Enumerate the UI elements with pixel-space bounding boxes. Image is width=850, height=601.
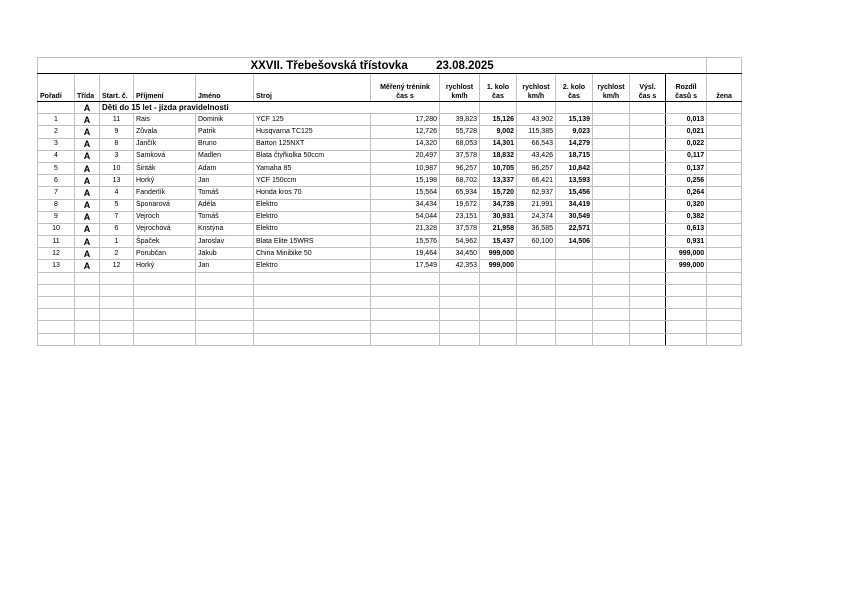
table-row <box>38 223 742 235</box>
training-time-cell: 15,576 <box>371 236 440 248</box>
lap-2-time-cell: 15,456 <box>556 187 593 199</box>
class-cell: A <box>75 211 100 223</box>
start-number-cell: 12 <box>100 260 134 272</box>
col-header-prijmeni: Příjmení <box>134 74 196 102</box>
lap-1-time-cell: 15,720 <box>480 187 517 199</box>
machine-cell: YCF 125 <box>254 114 371 126</box>
lap-2-time-cell: 9,023 <box>556 126 593 138</box>
speed-3-cell <box>593 248 630 260</box>
class-cell: A <box>75 260 100 272</box>
speed-2-cell: 115,385 <box>517 126 556 138</box>
col-header-rychlost-1: rychlost km/h <box>440 74 480 102</box>
speed-3-cell <box>593 260 630 272</box>
speed-3-cell <box>593 236 630 248</box>
result-time-cell <box>630 126 666 138</box>
col-header-rozdil: Rozdíl časů s <box>666 74 707 102</box>
speed-3-cell <box>593 187 630 199</box>
empty-row <box>38 333 742 345</box>
woman-cell <box>707 211 742 223</box>
class-cell: A <box>75 236 100 248</box>
speed-3-cell <box>593 175 630 187</box>
speed-3-cell <box>593 162 630 174</box>
training-time-cell: 10,987 <box>371 162 440 174</box>
col-header-stroj: Stroj <box>254 74 371 102</box>
rank-cell: 11 <box>38 236 75 248</box>
difference-cell: 0,117 <box>666 150 707 162</box>
lap-1-time-cell: 18,832 <box>480 150 517 162</box>
start-number-cell: 6 <box>100 223 134 235</box>
result-time-cell <box>630 150 666 162</box>
surname-cell: Šinták <box>134 162 196 174</box>
training-time-cell: 17,280 <box>371 114 440 126</box>
machine-cell: Honda kros 70 <box>254 187 371 199</box>
speed-2-cell: 43,426 <box>517 150 556 162</box>
rank-cell: 9 <box>38 211 75 223</box>
speed-3-cell <box>593 223 630 235</box>
lap-2-time-cell: 14,279 <box>556 138 593 150</box>
speed-1-cell: 37,578 <box>440 223 480 235</box>
start-number-cell: 13 <box>100 175 134 187</box>
table-row <box>38 248 742 260</box>
table-row <box>38 199 742 211</box>
col-header-trenink: Měřený trénink čas s <box>371 74 440 102</box>
class-cell: A <box>75 114 100 126</box>
class-cell: A <box>75 187 100 199</box>
speed-2-cell: 24,374 <box>517 211 556 223</box>
first-name-cell: Jan <box>196 175 254 187</box>
speed-1-cell: 55,728 <box>440 126 480 138</box>
speed-2-cell: 62,937 <box>517 187 556 199</box>
empty-row <box>38 309 742 321</box>
result-time-cell <box>630 211 666 223</box>
col-header-vysledny-cas: Výsl. čas s <box>630 74 666 102</box>
lap-1-time-cell: 999,000 <box>480 260 517 272</box>
difference-cell: 999,000 <box>666 260 707 272</box>
difference-cell: 0,264 <box>666 187 707 199</box>
class-cell: A <box>75 150 100 162</box>
first-name-cell: Dominik <box>196 114 254 126</box>
empty-row <box>38 321 742 333</box>
table-row <box>38 175 742 187</box>
speed-3-cell <box>593 199 630 211</box>
machine-cell: Barton 125NXT <box>254 138 371 150</box>
class-cell: A <box>75 138 100 150</box>
speed-1-cell: 34,450 <box>440 248 480 260</box>
table-row <box>38 260 742 272</box>
first-name-cell: Tomáš <box>196 187 254 199</box>
lap-2-time-cell: 14,506 <box>556 236 593 248</box>
rank-cell: 8 <box>38 199 75 211</box>
training-time-cell: 15,564 <box>371 187 440 199</box>
machine-cell: Yamaha 85 <box>254 162 371 174</box>
lap-1-time-cell: 15,126 <box>480 114 517 126</box>
result-time-cell <box>630 114 666 126</box>
surname-cell: Samková <box>134 150 196 162</box>
lap-2-time-cell: 18,715 <box>556 150 593 162</box>
surname-cell: Jančík <box>134 138 196 150</box>
lap-1-time-cell: 14,301 <box>480 138 517 150</box>
speed-2-cell: 36,585 <box>517 223 556 235</box>
start-number-cell: 11 <box>100 114 134 126</box>
woman-cell <box>707 223 742 235</box>
lap-2-time-cell: 13,593 <box>556 175 593 187</box>
start-number-cell: 5 <box>100 199 134 211</box>
first-name-cell: Jakub <box>196 248 254 260</box>
difference-cell: 0,022 <box>666 138 707 150</box>
speed-3-cell <box>593 138 630 150</box>
difference-cell: 0,320 <box>666 199 707 211</box>
result-time-cell <box>630 162 666 174</box>
table-row <box>38 150 742 162</box>
event-name: XXVII. Třebešovská třístovka <box>250 59 408 72</box>
start-number-cell: 2 <box>100 248 134 260</box>
training-time-cell: 17,549 <box>371 260 440 272</box>
woman-cell <box>707 114 742 126</box>
speed-2-cell <box>517 248 556 260</box>
machine-cell: Elektro <box>254 199 371 211</box>
header-row <box>38 74 742 102</box>
surname-cell: Špaček <box>134 236 196 248</box>
machine-cell: Elektro <box>254 211 371 223</box>
machine-cell: China Minibike 50 <box>254 248 371 260</box>
difference-cell: 0,613 <box>666 223 707 235</box>
surname-cell: Rais <box>134 114 196 126</box>
event-date: 23.08.2025 <box>436 59 494 72</box>
woman-cell <box>707 260 742 272</box>
training-time-cell: 21,328 <box>371 223 440 235</box>
surname-cell: Horký <box>134 260 196 272</box>
lap-1-time-cell: 9,002 <box>480 126 517 138</box>
col-header-rychlost-3: rychlost km/h <box>593 74 630 102</box>
title-row <box>38 58 742 74</box>
lap-1-time-cell: 999,000 <box>480 248 517 260</box>
first-name-cell: Patrik <box>196 126 254 138</box>
speed-3-cell <box>593 211 630 223</box>
category-class: A <box>75 102 100 114</box>
rank-cell: 12 <box>38 248 75 260</box>
speed-2-cell: 66,421 <box>517 175 556 187</box>
lap-2-time-cell <box>556 248 593 260</box>
lap-1-time-cell: 21,958 <box>480 223 517 235</box>
speed-2-cell <box>517 260 556 272</box>
col-header-rychlost-2: rychlost km/h <box>517 74 556 102</box>
woman-cell <box>707 138 742 150</box>
training-time-cell: 54,044 <box>371 211 440 223</box>
training-time-cell: 19,464 <box>371 248 440 260</box>
speed-1-cell: 19,672 <box>440 199 480 211</box>
rank-cell: 10 <box>38 223 75 235</box>
results-table <box>37 57 742 346</box>
speed-2-cell: 96,257 <box>517 162 556 174</box>
difference-cell: 0,256 <box>666 175 707 187</box>
speed-1-cell: 23,151 <box>440 211 480 223</box>
rank-cell: 3 <box>38 138 75 150</box>
class-cell: A <box>75 248 100 260</box>
speed-1-cell: 37,578 <box>440 150 480 162</box>
speed-2-cell: 21,991 <box>517 199 556 211</box>
rank-cell: 13 <box>38 260 75 272</box>
rank-cell: 4 <box>38 150 75 162</box>
empty-row <box>38 272 742 284</box>
woman-cell <box>707 248 742 260</box>
training-time-cell: 20,497 <box>371 150 440 162</box>
speed-1-cell: 54,962 <box>440 236 480 248</box>
col-header-poradi: Pořadí <box>38 74 75 102</box>
table-row <box>38 138 742 150</box>
difference-cell: 0,931 <box>666 236 707 248</box>
lap-2-time-cell: 30,549 <box>556 211 593 223</box>
first-name-cell: Bruno <box>196 138 254 150</box>
training-time-cell: 15,198 <box>371 175 440 187</box>
table-row <box>38 126 742 138</box>
start-number-cell: 8 <box>100 138 134 150</box>
first-name-cell: Jan <box>196 260 254 272</box>
woman-cell <box>707 187 742 199</box>
speed-3-cell <box>593 114 630 126</box>
speed-1-cell: 96,257 <box>440 162 480 174</box>
rank-cell: 1 <box>38 114 75 126</box>
surname-cell: Vejroch <box>134 211 196 223</box>
first-name-cell: Kristýna <box>196 223 254 235</box>
class-cell: A <box>75 175 100 187</box>
difference-cell: 0,021 <box>666 126 707 138</box>
speed-1-cell: 68,702 <box>440 175 480 187</box>
lap-2-time-cell <box>556 260 593 272</box>
empty-row <box>38 284 742 296</box>
speed-2-cell: 60,100 <box>517 236 556 248</box>
start-number-cell: 7 <box>100 211 134 223</box>
speed-1-cell: 65,934 <box>440 187 480 199</box>
result-time-cell <box>630 223 666 235</box>
rank-cell: 6 <box>38 175 75 187</box>
col-header-kolo-2: 2. kolo čas <box>556 74 593 102</box>
start-number-cell: 4 <box>100 187 134 199</box>
lap-1-time-cell: 13,337 <box>480 175 517 187</box>
start-number-cell: 9 <box>100 126 134 138</box>
woman-cell <box>707 175 742 187</box>
woman-cell <box>707 162 742 174</box>
result-time-cell <box>630 175 666 187</box>
woman-cell <box>707 150 742 162</box>
speed-1-cell: 42,353 <box>440 260 480 272</box>
speed-3-cell <box>593 150 630 162</box>
surname-cell: Vejrochová <box>134 223 196 235</box>
result-time-cell <box>630 138 666 150</box>
difference-cell: 0,137 <box>666 162 707 174</box>
difference-cell: 0,013 <box>666 114 707 126</box>
lap-2-time-cell: 34,419 <box>556 199 593 211</box>
speed-1-cell: 68,053 <box>440 138 480 150</box>
class-cell: A <box>75 126 100 138</box>
result-time-cell <box>630 199 666 211</box>
lap-1-time-cell: 30,931 <box>480 211 517 223</box>
table-row <box>38 114 742 126</box>
training-time-cell: 14,320 <box>371 138 440 150</box>
rank-cell: 5 <box>38 162 75 174</box>
empty-row <box>38 297 742 309</box>
col-header-zena: žena <box>707 74 742 102</box>
difference-cell: 999,000 <box>666 248 707 260</box>
speed-1-cell: 39,823 <box>440 114 480 126</box>
result-time-cell <box>630 260 666 272</box>
start-number-cell: 1 <box>100 236 134 248</box>
training-time-cell: 34,434 <box>371 199 440 211</box>
surname-cell: Zůvala <box>134 126 196 138</box>
class-cell: A <box>75 223 100 235</box>
machine-cell: Elektro <box>254 260 371 272</box>
surname-cell: Porubčan <box>134 248 196 260</box>
lap-1-time-cell: 34,739 <box>480 199 517 211</box>
col-header-trida: Třída <box>75 74 100 102</box>
lap-1-time-cell: 10,705 <box>480 162 517 174</box>
rank-cell: 2 <box>38 126 75 138</box>
result-time-cell <box>630 236 666 248</box>
first-name-cell: Jaroslav <box>196 236 254 248</box>
woman-cell <box>707 236 742 248</box>
result-time-cell <box>630 248 666 260</box>
start-number-cell: 10 <box>100 162 134 174</box>
surname-cell: Fanderlík <box>134 187 196 199</box>
machine-cell: YCF 150ccm <box>254 175 371 187</box>
machine-cell: Blata čtyřkolka 50ccm <box>254 150 371 162</box>
category-label: Děti do 15 let - jízda pravidelnosti <box>100 102 440 114</box>
table-row <box>38 162 742 174</box>
woman-cell <box>707 199 742 211</box>
training-time-cell: 12,726 <box>371 126 440 138</box>
speed-3-cell <box>593 126 630 138</box>
rank-cell: 7 <box>38 187 75 199</box>
col-header-jmeno: Jméno <box>196 74 254 102</box>
woman-cell <box>707 126 742 138</box>
table-row <box>38 187 742 199</box>
machine-cell: Elektro <box>254 223 371 235</box>
machine-cell: Husqvarna TC125 <box>254 126 371 138</box>
col-header-kolo-1: 1. kolo čas <box>480 74 517 102</box>
table-row <box>38 236 742 248</box>
lap-1-time-cell: 15,437 <box>480 236 517 248</box>
surname-cell: Horký <box>134 175 196 187</box>
lap-2-time-cell: 10,842 <box>556 162 593 174</box>
first-name-cell: Madlen <box>196 150 254 162</box>
first-name-cell: Adéla <box>196 199 254 211</box>
page-title <box>38 58 707 74</box>
category-row <box>38 102 742 114</box>
first-name-cell: Adam <box>196 162 254 174</box>
class-cell: A <box>75 199 100 211</box>
first-name-cell: Tomáš <box>196 211 254 223</box>
lap-2-time-cell: 15,139 <box>556 114 593 126</box>
lap-2-time-cell: 22,571 <box>556 223 593 235</box>
surname-cell: Šponarová <box>134 199 196 211</box>
difference-cell: 0,382 <box>666 211 707 223</box>
class-cell: A <box>75 162 100 174</box>
start-number-cell: 3 <box>100 150 134 162</box>
speed-2-cell: 43,902 <box>517 114 556 126</box>
table-row <box>38 211 742 223</box>
result-time-cell <box>630 187 666 199</box>
col-header-start: Start. č. <box>100 74 134 102</box>
machine-cell: Blata Elite 15WRS <box>254 236 371 248</box>
speed-2-cell: 66,543 <box>517 138 556 150</box>
